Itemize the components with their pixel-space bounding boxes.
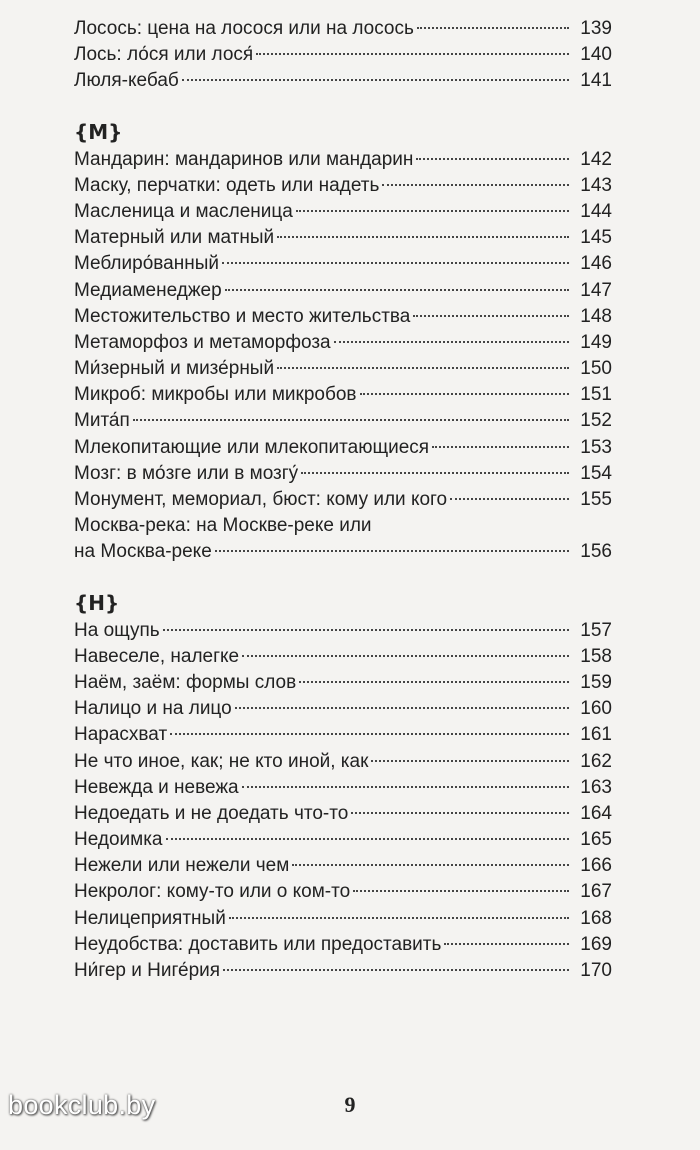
toc-entry-title: Некролог: кому-то или о ком-то [74,881,351,903]
toc-entry-title: На ощупь [74,619,160,641]
toc-entry-page: 163 [580,776,612,798]
page-number: 9 [344,1092,356,1117]
toc-entry [74,487,612,513]
toc-entry [74,775,612,801]
toc-entry-page: 155 [580,489,612,510]
leader-dots [416,158,569,160]
section-heading: {М} [74,119,123,144]
leader-dots [277,236,569,238]
toc-entry-title: Неудобства: доставить или предоставить [74,933,442,955]
toc-entry [74,382,612,408]
toc-entry [74,408,612,434]
toc-entry [74,147,612,173]
toc-entry [74,16,612,42]
toc-entry-page: 162 [580,750,612,772]
toc-entry [74,199,612,225]
toc-entry-page: 139 [580,18,612,39]
toc-entry [74,618,612,644]
toc-entry-title: Медиаменеджер [74,279,222,301]
toc-entry-page: 147 [580,279,612,301]
toc-entry-page: 170 [580,960,612,981]
toc-entry [74,461,612,487]
toc-entry-title: Монумент, мемориал, бюст: кому или кого [74,489,448,510]
toc-entry [74,722,612,748]
leader-dots [444,943,569,945]
leader-dots [170,733,569,735]
leader-dots [417,27,569,29]
toc-entry [74,304,612,330]
toc-entry-page: 167 [580,881,612,903]
toc-entry-title-line1: Москва-река: на Москве-реке или [74,515,372,537]
leader-dots [292,864,569,866]
toc-entry-title: Матерный или матный [74,227,275,249]
toc-entry-page: 159 [580,671,612,693]
toc-entry [74,278,612,304]
section-m [74,119,612,566]
toc-entry-title: Метаморфоз и метаморфоза [74,331,331,353]
toc-entry-title: Люля-кебаб [74,70,179,92]
leader-dots [223,969,569,971]
toc-entry-page: 156 [580,541,612,563]
toc-entry-title: Наём, заём: формы слов [74,671,297,693]
leader-dots [222,262,569,264]
toc-entry [74,958,612,984]
leader-dots [450,498,569,500]
leader-dots [296,210,569,212]
toc-entry-page: 140 [580,44,612,66]
toc-entry-title: Невежда и невежа [74,776,239,798]
toc-entry [74,749,612,775]
leader-dots [229,917,569,919]
table-of-contents [74,16,612,984]
toc-entry-title: Ми́зерный и мизе́рный [74,358,275,380]
toc-entry-page: 148 [580,305,612,327]
toc-entry [74,879,612,905]
leader-dots [215,550,569,552]
leader-dots [413,315,569,317]
toc-entry [74,932,612,958]
toc-entry-title: Местожительство и место жительства [74,305,411,327]
toc-entry-title: Масленица и масленица [74,200,293,222]
leader-dots [334,341,569,343]
toc-entry-title: Нарасхват [74,724,168,746]
toc-entry-title-line2: на Москва-реке [74,541,212,563]
toc-entry-title: Не что иное, как; не кто иной, как [74,750,369,772]
toc-entry-page: 145 [580,227,612,249]
toc-entry-title: Мандарин: мандаринов или мандарин [74,148,414,170]
toc-entry-title: Мита́п [74,410,130,432]
toc-entry-title: Млекопитающие или млекопитающиеся [74,436,430,458]
toc-entry-page: 146 [580,253,612,275]
leader-dots [382,184,569,186]
toc-entry [74,644,612,670]
toc-entry-row2 [74,539,612,565]
toc-entry-title: Лось: ло́ся или лося́ [74,44,254,66]
toc-entry [74,801,612,827]
toc-entry-title: Меблиро́ванный [74,253,219,275]
toc-entry-title: Недоимка [74,829,163,851]
toc-entry [74,225,612,251]
toc-entry [74,853,612,879]
toc-entry-title: Налицо и на лицо [74,698,232,720]
toc-entry-title: Мозг: в мо́зге или в мозгу́ [74,462,299,484]
toc-entry-page: 144 [580,200,612,222]
leader-dots [235,707,569,709]
toc-entry-title: Навеселе, налегке [74,645,240,667]
toc-entry-page: 152 [580,410,612,432]
section-heading: {Н} [74,590,120,615]
toc-entry [74,827,612,853]
toc-entry-page: 160 [580,698,612,720]
leader-dots [360,393,569,395]
toc-entry-title: Лосось: цена на лосося или на лосось [74,18,414,39]
leader-dots [256,53,569,55]
toc-entry [74,906,612,932]
toc-entry-title: Ни́гер и Ниге́рия [74,960,221,981]
toc-entry [74,330,612,356]
toc-entry-page: 142 [580,148,612,170]
section-l [74,16,612,95]
toc-entry-page: 151 [580,384,612,406]
leader-dots [163,629,569,631]
toc-entry [74,251,612,277]
leader-dots [432,446,569,448]
leader-dots [277,367,569,369]
toc-entry-page: 166 [580,855,612,877]
toc-entry-page: 150 [580,358,612,380]
toc-entry [74,696,612,722]
toc-entry [74,670,612,696]
toc-entry-title: Нелицеприятный [74,907,226,929]
toc-entry-page: 161 [580,724,612,746]
toc-entry-page: 141 [580,70,612,92]
toc-entry-title: Микроб: микробы или микробов [74,384,357,406]
toc-entry-page: 157 [580,619,612,641]
toc-entry [74,173,612,199]
watermark-logo: bookclub.by [8,1090,156,1120]
toc-entry [74,42,612,68]
leader-dots [353,890,569,892]
toc-entry-page: 168 [580,907,612,929]
toc-entry [74,435,612,461]
leader-dots [242,786,569,788]
leader-dots [182,79,569,81]
toc-entry-title: Недоедать и не доедать что-то [74,802,349,824]
toc-entry-title: Маску, перчатки: одеть или надеть [74,174,380,196]
toc-entry-page: 143 [580,174,612,196]
toc-entry-page: 154 [580,462,612,484]
leader-dots [371,760,569,762]
leader-dots [133,419,569,421]
toc-entry-page: 158 [580,645,612,667]
toc-entry-title: Нежели или нежели чем [74,855,290,877]
leader-dots [166,838,570,840]
toc-entry [74,356,612,382]
toc-entry-page: 169 [580,933,612,955]
toc-entry-page: 165 [580,829,612,851]
toc-entry [74,68,612,94]
toc-entry-page: 164 [580,802,612,824]
leader-dots [242,655,569,657]
section-n [74,590,612,985]
toc-entry-page: 149 [580,331,612,353]
toc-entry-page: 153 [580,436,612,458]
toc-entry-multiline [74,513,612,565]
leader-dots [301,472,569,474]
leader-dots [351,812,569,814]
leader-dots [225,289,569,291]
leader-dots [299,681,569,683]
